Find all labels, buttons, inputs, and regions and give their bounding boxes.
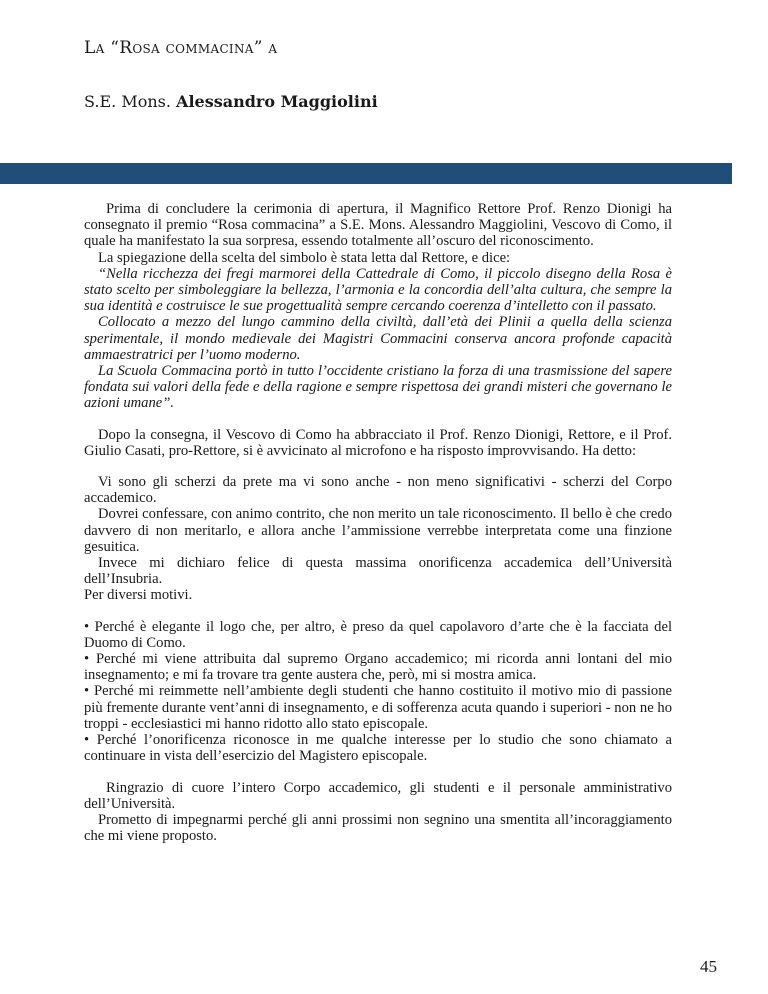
closing-paragraph-2: Prometto di impegnarmi perché gli anni prossimi non segnino una smentita all’incoraggiamento che mi viene proposto. — [84, 811, 672, 845]
closing-paragraph-1: Ringrazio di cuore l’intero Corpo accademico, gli studenti e il personale amministrativo dell’Università. — [84, 779, 672, 812]
after-paragraph: Dopo la consegna, il Vescovo di Como ha abbracciato il Prof. Renzo Dionigi, Rettore, e il Prof. Giulio Casati, pro-Rettore, si è avvicinato al microfono e ha risposto improvvisando. Ha detto: — [84, 426, 672, 459]
speech-paragraph-2: Dovrei confessare, con animo contrito, che non merito un tale riconoscimento. Il bello è che credo davvero di non meritarlo, e allora anche l’ammissione verrebbe interpretata come una finzione gesuitica. — [84, 506, 672, 555]
quote-paragraph-3: La Scuola Commacina portò in tutto l’occidente cristiano la forza di una trasmissione del sapere fondata sui valori della fede e della ragione e sempre rispettosa dei grandi misteri che governano le azioni umane”. — [84, 363, 672, 412]
header-bar — [0, 163, 732, 184]
speech-paragraph-3: Invece mi dichiaro felice di questa massima onorificenza accademica dell’Università dell’Insubria. — [84, 555, 672, 588]
chapter-title: La “Rosa commacina” a — [84, 38, 278, 58]
bullet-item: • Perché è elegante il logo che, per altro, è preso da quel capolavoro d’arte che è la facciata del Duomo di Como. — [84, 618, 672, 651]
bullet-item: • Perché mi viene attribuita dal supremo Organo accademico; mi ricorda anni lontani del mio insegnamento; e mi fa trovare tra gente austera che, però, mi si mostra amica. — [84, 651, 672, 684]
article-body — [84, 201, 672, 844]
recipient-name: Alessandro Maggiolini — [176, 92, 378, 111]
bullet-item: • Perché mi reimmette nell’ambiente degli studenti che hanno costituito il motivo mio di passione più fremente durante vent’anni di insegnamento, e di sofferenza acuta quando i superiori - non ne ho troppi - ecclesiastici mi hanno ridotto allo stato episcopale. — [84, 683, 672, 732]
recipient-prefix: S.E. Mons. — [84, 92, 171, 111]
speech-paragraph-1: Vi sono gli scherzi da prete ma vi sono anche - non meno significativi - scherzi del Corpo accademico. — [84, 474, 672, 507]
quote-paragraph-1: “Nella ricchezza dei fregi marmorei della Cattedrale di Como, il piccolo disegno della Rosa è stato scelto per simboleggiare la bellezza, l’armonia e la concordia dell’alta cultura, che sempre la sua identità e costruisce le sue progettualità sempre cercando coerenza d’intelletto con il passato. — [84, 265, 672, 315]
recipient-line — [84, 92, 378, 111]
quote-paragraph-2: Collocato a mezzo del lungo cammino della civiltà, dall’età dei Plinii a quella della scienza sperimentale, il mondo medievale dei Magistri Commacini conserva ancora profonde capacità ammaestratrici per l’uomo moderno. — [84, 314, 672, 363]
speech-paragraph-4: Per diversi motivi. — [84, 587, 193, 604]
page-number: 45 — [700, 957, 717, 976]
explanation-paragraph: La spiegazione della scelta del simbolo è stata letta dal Rettore, e dice: — [98, 249, 511, 266]
intro-paragraph: Prima di concludere la cerimonia di apertura, il Magnifico Rettore Prof. Renzo Dionigi ha consegnato il premio “Rosa commacina” a S.E. Mons. Alessandro Maggiolini, Vescovo di Como, il quale ha manifestato la sua sorpresa, essendo totalmente all’oscuro del riconoscimento. — [84, 201, 672, 250]
bullet-item: • Perché l’onorificenza riconosce in me qualche interesse per lo studio che sono chiamato a continuare in vista dell’esercizio del Magistero episcopale. — [84, 732, 672, 765]
